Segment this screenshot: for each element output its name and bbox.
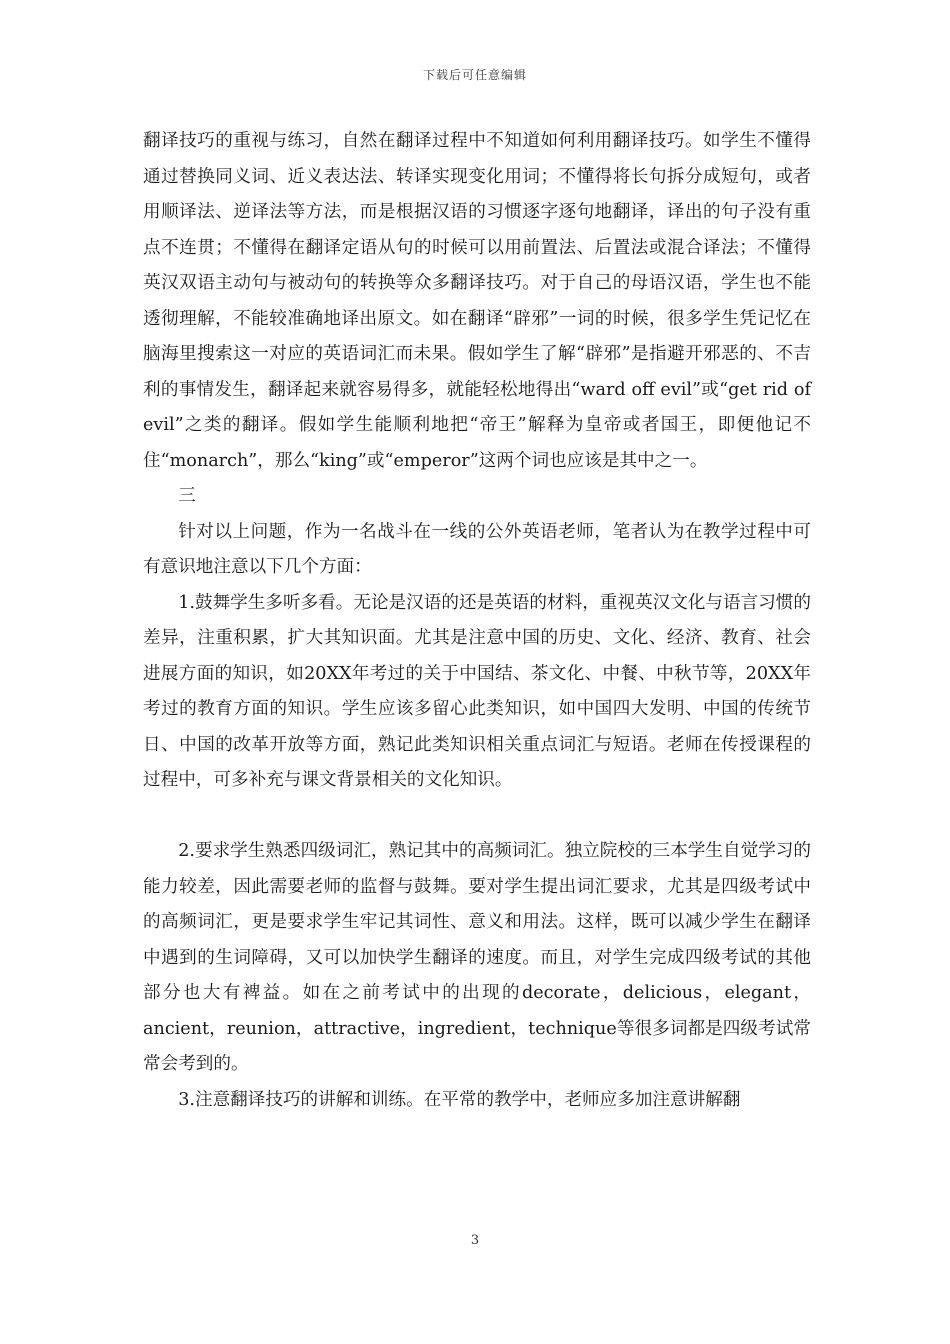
paragraph-point-3: 3.注意翻译技巧的讲解和训练。在平常的教学中，老师应多加注意讲解翻 bbox=[178, 1089, 741, 1110]
page-header: 下载后可任意编辑 bbox=[422, 68, 527, 82]
paragraph-continuation: 翻译技巧的重视与练习，自然在翻译过程中不知道如何利用翻译技巧。如学生不懂得通过替换同义词、近义表达法、转译实现变化用词；不懂得将长句拆分成短句，或者用顺译法、逆译法等方法，而是根据汉语的习惯逐字逐句地翻译，译出的句子没有重点不连贯；不懂得在翻译定语从句的时候可以用前置法、后置法或混合译法；不懂得英汉双语主动句与被动句的转换等众多翻译技巧。对于自己的母语汉语，学生也不能透彻理解，不能较准确地译出原文。如在翻译“辟邪”一词的时候，很多学生凭记忆在脑海里搜索这一对应的英语词汇而未果。假如学生了解“辟邪”是指避开邪恶的、不吉利的事情发生，翻译起来就容易得多，就能轻松地得出“ward off evil”或“get rid of evil”之类的翻译。假如学生能顺利地把“帝王”解释为皇帝或者国王，即便他记不住“monarch”，那么“king”或“emperor”这两个词也应该是其中之一。 bbox=[143, 131, 811, 471]
section-heading-three: 三 bbox=[178, 486, 196, 506]
paragraph-point-2: 2.要求学生熟悉四级词汇，熟记其中的高频词汇。独立院校的三本学生自觉学习的能力较差，因此需要老师的监督与鼓舞。要对学生提出词汇要求，尤其是四级考试中的高频词汇，更是要求学生牢记其词性、意义和用法。这样，既可以减少学生在翻译中遇到的生词障碍，又可以加快学生翻译的速度。而且，对学生完成四级考试的其他部分也大有裨益。如在之前考试中的出现的decorate，delicious，elegant，ancient，reunion，attractive，ingredient，technique等很多词都是四级考试常常会考到的。 bbox=[143, 841, 811, 1074]
paragraph-point-1: 1.鼓舞学生多听多看。无论是汉语的还是英语的材料，重视英汉文化与语言习惯的差异，注重积累，扩大其知识面。尤其是注意中国的历史、文化、经济、教育、社会进展方面的知识，如20XX年考过的关于中国结、茶文化、中餐、中秋节等，20XX年考过的教育方面的知识。学生应该多留心此类知识，如中国四大发明、中国的传统节日、中国的改革开放等方面，熟记此类知识相关重点词汇与短语。老师在传授课程的过程中，可多补充与课文背景相关的文化知识。 bbox=[143, 592, 811, 790]
document-body bbox=[143, 124, 811, 1118]
paragraph-gap bbox=[143, 799, 811, 835]
page-number: 3 bbox=[470, 1233, 480, 1248]
paragraph-intro: 针对以上问题，作为一名战斗在一线的公外英语老师，笔者认为在教学过程中可有意识地注意以下几个方面： bbox=[143, 521, 811, 577]
